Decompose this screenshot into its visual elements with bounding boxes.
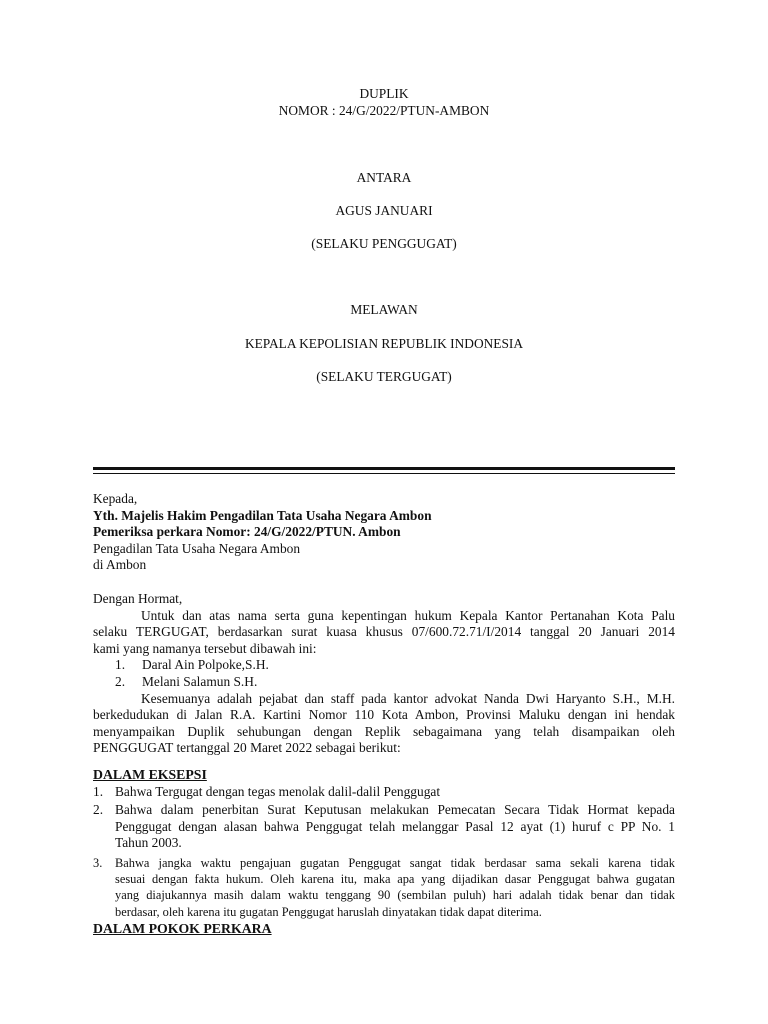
eksepsi-item	[93, 802, 675, 852]
paragraph-1	[93, 608, 675, 658]
paragraph-2-line: menyampaikan Duplik sehubungan dengan Replik sebagaimana yang telah disampaikan oleh	[93, 723, 675, 739]
attorney-name: Melani Salamun S.H.	[142, 673, 258, 689]
address-to: Kepada,	[93, 491, 138, 506]
eksepsi-item-number: 2.	[93, 802, 104, 818]
separator-thin-rule	[93, 473, 675, 474]
plaintiff-name: AGUS JANUARI	[335, 203, 433, 218]
document-title: DUPLIK	[359, 86, 409, 101]
address-block	[93, 491, 675, 574]
eksepsi-item-line: Tahun 2003.	[115, 835, 182, 851]
versus-label: MELAWAN	[350, 302, 418, 317]
paragraph-2	[93, 691, 675, 757]
eksepsi-item-line: Bahwa dalam penerbitan Surat Keputusan melakukan Pemecatan Secara Tidak Hormat kepada	[115, 802, 675, 818]
attorney-number: 1.	[115, 657, 126, 673]
eksepsi-item-line: Bahwa jangka waktu pengajuan gugatan Penggugat sangat tidak berdasar sama sekali karena tidak	[115, 855, 675, 870]
eksepsi-item-line: Penggugat dengan alasan bahwa Penggugat telah melanggar Pasal 12 ayat (1) huruf c PP No. 1	[115, 818, 675, 834]
eksepsi-item	[93, 784, 675, 801]
eksepsi-item-number: 3.	[93, 855, 103, 870]
defendant-role: (SELAKU TERGUGAT)	[316, 369, 452, 384]
between-label: ANTARA	[356, 170, 412, 185]
greeting: Dengan Hormat,	[93, 591, 183, 606]
attorney-item	[93, 657, 675, 674]
eksepsi-section	[93, 767, 675, 937]
address-court: Pengadilan Tata Usaha Negara Ambon	[93, 540, 301, 556]
eksepsi-heading: DALAM EKSEPSI	[93, 767, 207, 782]
paragraph-1-line: kami yang namanya tersebut dibawah ini:	[93, 640, 317, 656]
pokok-perkara-heading: DALAM POKOK PERKARA	[93, 920, 272, 936]
paragraph-2-line: Kesemuanya adalah pejabat dan staff pada kantor advokat Nanda Dwi Haryanto S.H., M.H.	[141, 690, 675, 706]
address-case-examiner: Pemeriksa perkara Nomor: 24/G/2022/PTUN. Ambon	[93, 524, 401, 540]
attorney-number: 2.	[115, 673, 126, 689]
eksepsi-item	[93, 855, 675, 920]
attorney-name: Daral Ain Polpoke,S.H.	[142, 657, 269, 673]
eksepsi-item-line: sesuai dengan fakta hukum. Oleh karena itu, maka apa yang dijadikan dasar Penggugat bahwa gugatan	[115, 872, 675, 887]
separator-thick-rule	[93, 467, 675, 470]
address-recipient: Yth. Majelis Hakim Pengadilan Tata Usaha Negara Ambon	[93, 507, 432, 523]
case-number: NOMOR : 24/G/2022/PTUN-AMBON	[278, 103, 490, 118]
paragraph-2-line: berkedudukan di Jalan R.A. Kartini Nomor 110 Kota Ambon, Provinsi Maluku dengan ini hendak	[93, 707, 675, 723]
defendant-name: KEPALA KEPOLISIAN REPUBLIK INDONESIA	[244, 336, 524, 351]
paragraph-1-line: selaku TERGUGAT, berdasarkan surat kuasa khusus 07/600.72.71/I/2014 tanggal 20 Januari 2014	[93, 624, 675, 640]
eksepsi-item-line: berdasar, oleh karena itu gugatan Penggugat haruslah dinyatakan tidak dapat diterima.	[115, 904, 542, 919]
eksepsi-item-number: 1.	[93, 783, 104, 799]
address-city: di Ambon	[93, 557, 147, 573]
paragraph-1-line: Untuk dan atas nama serta guna kepentingan hukum Kepala Kantor Pertanahan Kota Palu	[141, 607, 675, 623]
paragraph-2-line: PENGGUGAT tertanggal 20 Maret 2022 sebagai berikut:	[93, 740, 401, 756]
plaintiff-role: (SELAKU PENGGUGAT)	[311, 236, 457, 251]
eksepsi-item-line: Bahwa Tergugat dengan tegas menolak dalil-dalil Penggugat	[115, 783, 441, 799]
letter-body	[93, 591, 675, 757]
attorney-item	[93, 674, 675, 691]
eksepsi-item-line: yang diajukannya masih dalam waktu tenggang 90 (sembilan puluh) hari adalah tidak benar dan tidak	[115, 888, 675, 903]
attorney-list	[93, 657, 675, 690]
